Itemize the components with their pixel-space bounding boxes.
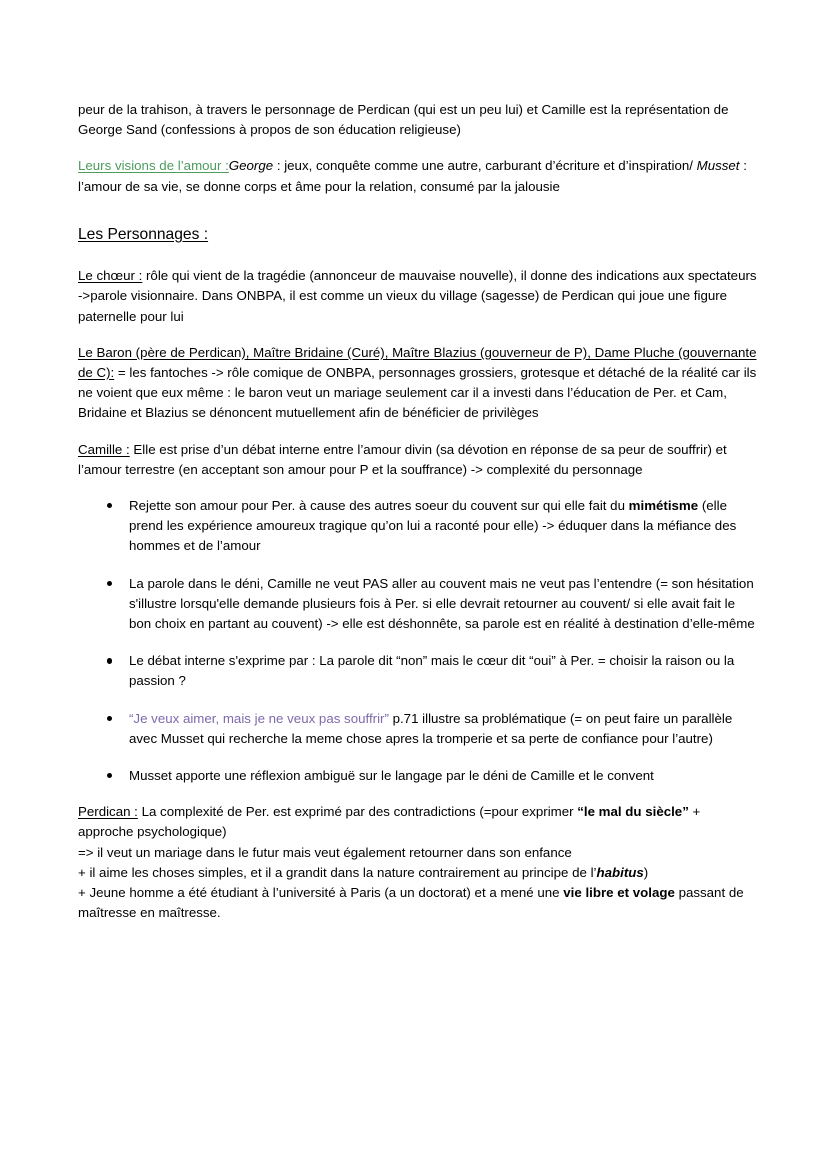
bullet-text-b: (elle prend les expérience amoureux tragique qu’on lui a raconté pour elle) -> éduquer dans la méfiance des hommes et de l’amour [129, 498, 737, 554]
bullet-text-a: Le débat interne s'exprime par : La parole dit “non” mais le cœur dit “oui” à Per. = choisir la raison ou la passion ? [129, 653, 735, 689]
bullet-text-a: Rejette son amour pour Per. à cause des autres soeur du couvent sur qui elle fait du [129, 498, 629, 514]
visions-segment-1: : jeux, conquête comme une autre, carburant d’écriture et d’inspiration/ [273, 158, 697, 174]
camille-bullet-list [78, 496, 758, 786]
section-heading-text: Les Personnages : [78, 225, 209, 243]
perdican-line-1 [78, 802, 758, 842]
bullet-dot-icon [107, 658, 112, 663]
list-item [78, 574, 758, 635]
perdican-text-b: + approche psychologique) [78, 804, 701, 840]
camille-label: Camille : [78, 441, 130, 457]
paragraph-camille [78, 440, 758, 480]
list-item [78, 651, 758, 691]
perdican-line-2: => il veut un mariage dans le futur mais veut également retourner dans son enfance [78, 844, 572, 860]
section-heading-personnages [78, 223, 758, 246]
visions-name-musset: Musset [696, 158, 740, 174]
visions-name-george: George [228, 158, 274, 174]
bullet-dot-icon [107, 581, 112, 586]
perdican-line-4 [78, 883, 758, 923]
list-item [78, 766, 758, 786]
paragraph-visions-amour [78, 156, 758, 196]
perdican-line4-b: passant de maîtresse en maîtresse. [78, 885, 744, 921]
choeur-label: Le chœur : [78, 268, 143, 284]
paragraph-perdican [78, 802, 758, 923]
bullet-text-a: Musset apporte une réflexion ambiguë sur le langage par le déni de Camille et le convent [129, 768, 654, 784]
bullet-quote-text: “Je veux aimer, mais je ne veux pas souffrir” [129, 710, 389, 726]
paragraph-les-fantoches [78, 343, 758, 424]
document-body [78, 100, 758, 923]
bullet-dot-icon [107, 716, 112, 721]
perdican-label: Perdican : [78, 804, 138, 820]
fantoches-text: = les fantoches -> rôle comique de ONBPA, personnages grossiers, grotesque et détaché de la réalité car ils ne voient que eux même : le baron veut un mariage seulement car il a investi dans l’éducation de Per. et Cam, Bridaine et Blazius se dénoncent mutuellement afin de bénéficier de privilèges [78, 365, 757, 421]
visions-label: Leurs visions de l’amour : [78, 158, 229, 174]
fantoches-label: Le Baron (père de Perdican), Maître Bridaine (Curé), Maître Blazius (gouverneur de P), Dame Pluche (gouvernante de C): [78, 344, 757, 381]
perdican-text-a: La complexité de Per. est exprimé par des contradictions (=pour exprimer [137, 804, 578, 820]
perdican-vie-libre-volage: vie libre et volage [563, 885, 675, 901]
perdican-line-3 [78, 863, 758, 883]
bullet-dot-icon [107, 503, 112, 508]
list-item [78, 496, 758, 557]
perdican-line3-a: + il aime les choses simples, et il a grandit dans la nature contrairement au principe de l’ [78, 864, 597, 880]
camille-text: Elle est prise d’un débat interne entre l’amour divin (sa dévotion en réponse de sa peur de souffrir) et l’amour terrestre (en acceptant son amour pour P et la souffrance) -> complexité du personnage [78, 441, 727, 477]
intro-line-2: représentation de George Sand (confessions à propos de son éducation religieuse) [78, 102, 729, 138]
perdican-line4-a: + Jeune homme a été étudiant à l’université à Paris (a un doctorat) et a mené une [78, 885, 564, 901]
paragraph-le-choeur [78, 266, 758, 327]
bullet-text-bold: mimétisme [628, 498, 699, 514]
list-item [78, 709, 758, 749]
bullet-dot-icon [107, 773, 112, 778]
paragraph-intro [78, 100, 758, 140]
perdican-mal-du-siecle: “le mal du siècle” [577, 804, 689, 820]
choeur-text: rôle qui vient de la tragédie (annonceur de mauvaise nouvelle), il donne des indications aux spectateurs ->parole visionnaire. Dans ONBPA, il est comme un vieux du village (sagesse) de Perdican qui joue une figure paternelle pour lui [78, 268, 757, 324]
perdican-line3-b: ) [643, 864, 649, 880]
intro-line-1: peur de la trahison, à travers le personnage de Perdican (qui est un peu lui) et Camille est la [78, 102, 622, 117]
perdican-habitus: habitus [596, 864, 644, 880]
bullet-text-a: La parole dans le déni, Camille ne veut PAS aller au couvent mais ne veut pas l’entendre (= son hésitation s'illustre lorsqu'elle demande plusieurs fois à Per. si elle devrait retourner au couvent/ si elle avait fait le bon choix en partant au couvent) -> elle est déshonnête, sa parole est en réalité à destination d’elle-même [129, 575, 755, 632]
visions-segment-2: : l’amour de sa vie, se donne corps et âme pour la relation, consumé par la jalousie [78, 158, 747, 194]
bullet-text-a: p.71 illustre sa problématique (= on peut faire un parallèle avec Musset qui recherche la meme chose apres la tromperie et sa perte de confiance pour l’autre) [129, 710, 733, 746]
